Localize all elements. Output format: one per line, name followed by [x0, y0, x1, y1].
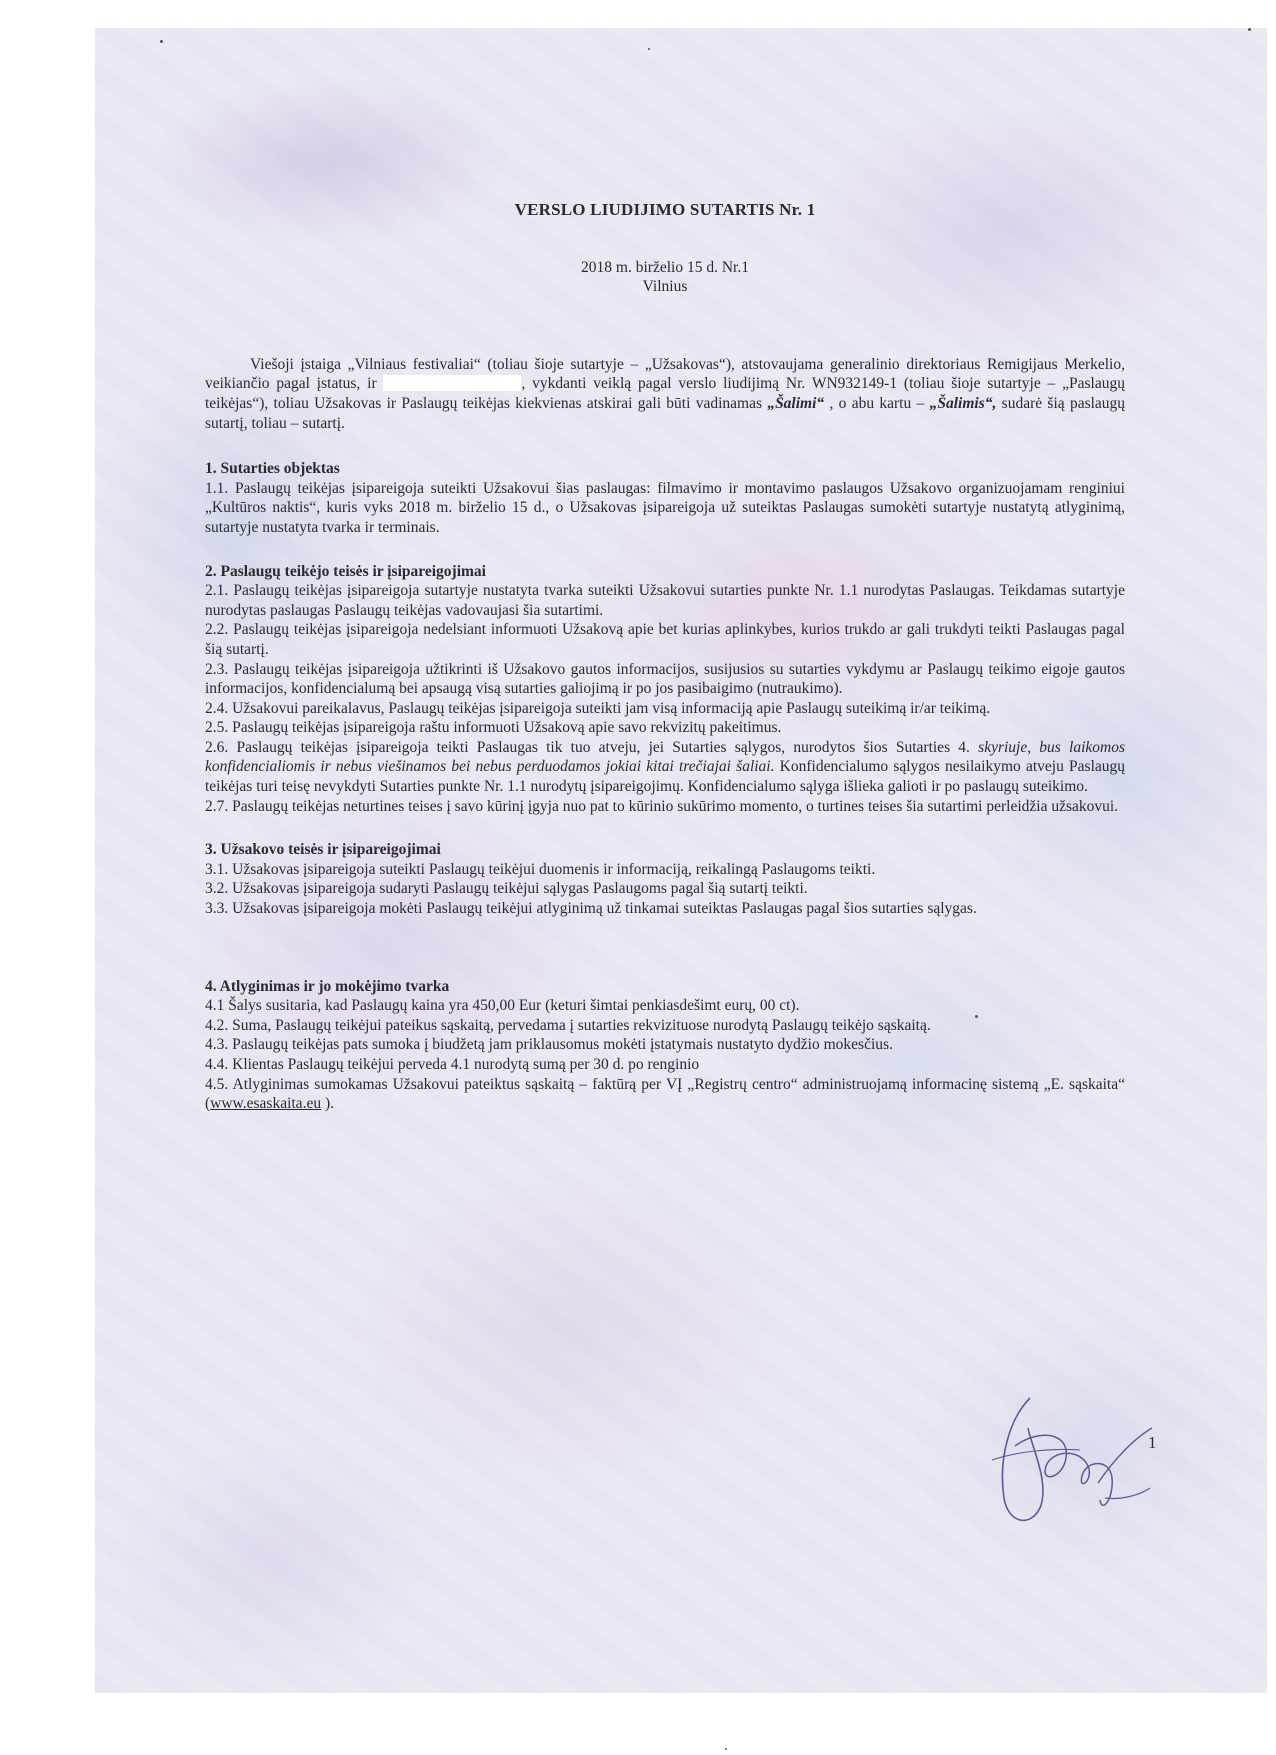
intro-party-plural: „Šalimis“,: [929, 394, 997, 412]
section-heading: 3. Užsakovo teisės ir įsipareigojimai: [205, 841, 441, 859]
clause-2-6: [205, 738, 1125, 797]
section-4: [205, 977, 1125, 1114]
document-date: 2018 m. birželio 15 d. Nr.1: [581, 258, 749, 276]
intro-paragraph: [205, 355, 1125, 433]
scan-speck: [975, 1015, 978, 1018]
contract-document: [205, 200, 1125, 1138]
clause-4-3: 4.3. Paslaugų teikėjas pats sumoka į biudžetą jam priklausomus mokėti įstatymais nustatyto dydžio mokesčius.: [205, 1036, 893, 1054]
clause-4-2: 4.2. Suma, Paslaugų teikėjui pateikus sąskaitą, pervedama į sutarties rekvizituose nurodytą Paslaugų teikėjo sąskaitą.: [205, 1016, 931, 1034]
intro-text-3: , o abu kartu –: [829, 394, 925, 412]
redacted-name-block: [383, 375, 521, 391]
clause-3-1: 3.1. Užsakovas įsipareigoja suteikti Paslaugų teikėjui duomenis ir informaciją, reikalingą Paslaugoms teikti.: [205, 860, 876, 878]
clause-4-4: 4.4. Klientas Paslaugų teikėjui perveda 4.1 nurodytą sumą per 30 d. po renginio: [205, 1056, 700, 1073]
intro-text-4: sudarė šią paslaugų sutartį, toliau – sutartį.: [205, 394, 1126, 432]
section-heading: 4. Atlyginimas ir jo mokėjimo tvarka: [205, 977, 450, 995]
document-city: Vilnius: [642, 278, 688, 296]
handwritten-signature: [970, 1388, 1160, 1538]
scan-speck: [648, 48, 650, 50]
clause-2-5: 2.5. Paslaugų teikėjas įsipareigoja raštu informuoti Užsakovą apie savo rekvizitų pakeitimus.: [205, 719, 782, 737]
clause-4-5-text-2: ).: [321, 1095, 334, 1113]
clause-1-1: 1.1. Paslaugų teikėjas įsipareigoja suteikti Užsakovui šias paslaugas: filmavimo ir montavimo paslaugos Užsakovo organizuojamam renginiui „Kultūros naktis“, kuris vyks 2018 m. birželio 15 d., o Užsakovas įsipareigoja už suteiktas Paslaugas sumokėti sutartyje nustatytą atlyginimą, sutartyje nustatyta tvarka ir terminais.: [205, 479, 1125, 536]
clause-3-2: 3.2. Užsakovas įsipareigoja sudaryti Paslaugų teikėjui sąlygas Paslaugoms pagal šią sutartį teikti.: [205, 880, 808, 898]
intro-text-2: , vykdanti veiklą pagal verslo liudijimą Nr. WN932149-1 (toliau šioje sutartyje – „Paslaugų teikėjas“), toliau Užsakovas ir Paslaugų teikėjas kiekvienas atskirai gali būti vadinamas: [205, 375, 1125, 412]
clause-4-5-text-1: 4.5. Atlyginimas sumokamas Užsakovui pateiktus sąskaitą – faktūrą per VĮ „Registrų centro“ administruojamą informacinę sistemą „E. sąskaita“ (: [205, 1075, 1125, 1113]
esaskaita-link[interactable]: www.esaskaita.eu: [210, 1095, 322, 1113]
clause-2-6-text-2: Konfidencialumo sąlygos nesilaikymo atveju Paslaugų teikėjas turi teisę nevykdyti Sutarties punkte Nr. 1.1 nurodytų įsipareigojimų. Konfidencialumo sąlyga išlieka galioti ir po paslaugų suteikimo.: [205, 758, 1125, 796]
clause-2-7: 2.7. Paslaugų teikėjas neturtines teises į savo kūrinį įgyja nuo pat to kūrinio sukūrimo momento, o turtines teises šia sutartimi perleidžia užsakovui.: [205, 797, 1119, 815]
clause-2-2: 2.2. Paslaugų teikėjas įsipareigoja nedelsiant informuoti Užsakovą apie bet kurias aplinkybes, kurios trukdo ar gali trukdyti teikti Paslaugas pagal šią sutartį.: [205, 621, 1125, 658]
document-title: VERSLO LIUDIJIMO SUTARTIS Nr. 1: [514, 200, 816, 219]
section-heading: 1. Sutarties objektas: [205, 460, 340, 478]
clause-2-6-text-1: 2.6. Paslaugų teikėjas įsipareigoja teikti Paslaugas tik tuo atveju, jei Sutarties sąlygos, nurodytos šios Sutarties 4.: [205, 738, 970, 756]
scan-speck: [725, 1748, 727, 1750]
intro-party-single: „Šalimi“: [767, 394, 825, 412]
clause-4-5: [205, 1075, 1125, 1114]
clause-2-6-italic: skyriuje, bus laikomos konfidencialiomis ir nebus viešinamos bei nebus perduodamos jokiai kitai trečiajai šaliai.: [205, 738, 1126, 776]
clause-3-3: 3.3. Užsakovas įsipareigoja mokėti Paslaugų teikėjui atlyginimą už tinkamai suteiktas Paslaugas pagal šios sutarties sąlygas.: [205, 900, 977, 918]
clause-2-3: 2.3. Paslaugų teikėjas įsipareigoja užtikrinti iš Užsakovo gautos informacijos, susijusios su sutarties vykdymu ar Paslaugų teikimo eigoje gautos informacijos, konfidencialumą bei apsaugą visą sutarties galiojimą ir po jos pasibaigimo (nutraukimo).: [205, 660, 1125, 698]
intro-text-1: Viešoji įstaiga „Vilniaus festivaliai“ (toliau šioje sutartyje – „Užsakovas“), atstovaujama generalinio direktoriaus Remigijaus Merkelio, veikiančio pagal įstatus, ir: [205, 355, 1125, 393]
scan-speck: [160, 40, 163, 43]
scan-speck: [1248, 28, 1251, 31]
section-2: [205, 562, 1125, 817]
section-heading: 2. Paslaugų teikėjo teisės ir įsipareigojimai: [205, 562, 486, 580]
clause-2-1: 2.1. Paslaugų teikėjas įsipareigoja sutartyje nustatyta tvarka suteikti Užsakovui sutarties punkte Nr. 1.1 nurodytas Paslaugas. Teikdamas sutartyje nurodytas paslaugas Paslaugų teikėjas vadovaujasi šia sutartimi.: [205, 582, 1125, 619]
page-number: 1: [1148, 1433, 1157, 1452]
section-1: [205, 459, 1125, 537]
section-3: [205, 840, 1125, 918]
clause-2-4: 2.4. Užsakovui pareikalavus, Paslaugų teikėjas įsipareigoja suteikti jam visą informaciją apie Paslaugų suteikimą ir/ar teikimą.: [205, 699, 991, 717]
clause-4-1: 4.1 Šalys susitaria, kad Paslaugų kaina yra 450,00 Eur (keturi šimtai penkiasdešimt eurų, 00 ct).: [205, 997, 800, 1015]
